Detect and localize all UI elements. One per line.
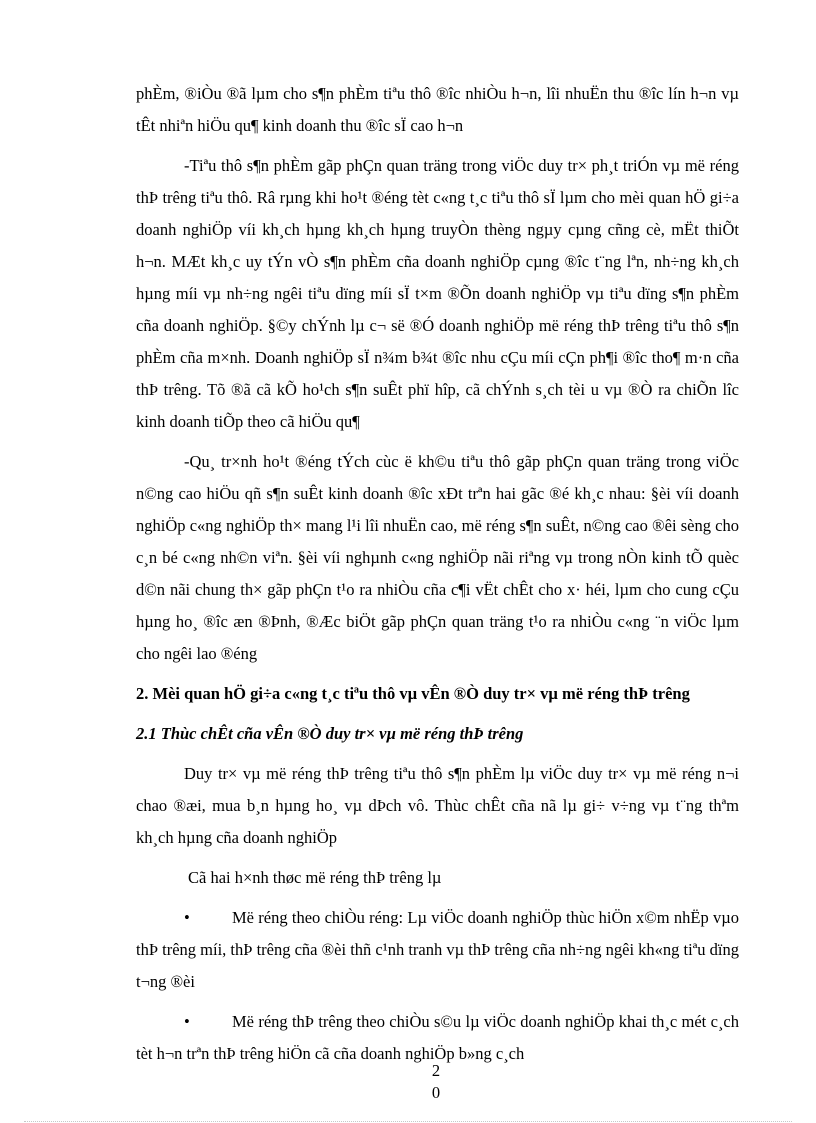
paragraph-3: -Qu¸ tr×nh ho¹t ®éng tÝch cùc ë kh©u tiªu thô gãp phÇn quan träng trong viÖc n©ng cao hiÖu qñ s¶n suÊt kinh doanh ®îc xÐt trªn hai gãc ®é kh¸c nhau: §èi víi doanh nghiÖp c«ng nghiÖp th× mang l¹i lîi nhuËn cao, më réng s¶n suÊt, n©ng cao ®êi sèng cho c¸n bé c«ng nh©n viªn. §èi víi nghµnh c«ng nghiÖp nãi riªng vµ trong nÒn kinh tÕ quèc d©n nãi chung th× gãp phÇn t¹o ra nhiÒu cña c¶i vËt chÊt cho x· héi, lµm cho cung cÇu hµng ho¸ ®îc æn ®Þnh, ®Æc biÖt gãp phÇn quan träng t¹o ra nhiÒu c«ng ¨n viÖc lµm cho ngêi lao ®éng — [136, 452, 739, 663]
section-heading: 2. Mèi quan hÖ gi÷a c«ng t¸c tiªu thô vµ vÊn ®Ò duy tr× vµ më réng thÞ trêng — [136, 684, 690, 703]
page-content — [136, 78, 739, 1070]
bullet-item-1 — [136, 902, 739, 998]
bullet-2-text: Më réng thÞ trêng theo chiÒu s©u lµ viÖc doanh nghiÖp khai th¸c mét c¸ch tèt h¬n trªn thÞ trêng hiÖn cã cña doanh nghiÖp b»ng c¸ch — [136, 1012, 739, 1063]
page-number-digit-1: 2 — [431, 1061, 441, 1080]
page-number-digit-2: 0 — [431, 1083, 441, 1102]
bullet-1-line — [136, 902, 739, 998]
footer-divider — [24, 1121, 792, 1122]
paragraph-2: -Tiªu thô s¶n phÈm gãp phÇn quan träng trong viÖc duy tr× ph¸t triÓn vµ më réng thÞ trêng tiªu thô. Râ rµng khi ho¹t ®éng tèt c«ng t¸c tiªu thô sÏ lµm cho mèi quan hÖ gi÷a doanh nghiÖp víi kh¸ch hµng kh¸ch hµng truyÒn thèng ngµy cµng cñng cè, mËt thiÕt h¬n. MÆt kh¸c uy tÝn vÒ s¶n phÈm cña doanh nghiÖp cµng ®îc t¨ng lªn, nh÷ng kh¸ch hµng míi vµ nh÷ng ngêi tiªu dïng míi sÏ t×m ®Õn doanh nghiÖp vµ tiªu dïng s¶n phÈm cña doanh nghiÖp. §©y chÝnh lµ c¬ së ®Ó doanh nghiÖp më réng thÞ trêng tiªu thô s¶n phÈm cña m×nh. Doanh nghiÖp sÏ n¾m b¾t ®îc nhu cÇu míi cÇn ph¶i ®îc tho¶ m·n cña thÞ trêng. Tõ ®ã cã kÕ ho¹ch s¶n suÊt phï hîp, cã chÝnh s¸ch tèi u vµ ®Ò ra chiÕn lîc kinh doanh tiÕp theo cã hiÖu qu¶ — [136, 156, 739, 431]
bullet-icon: • — [184, 1012, 190, 1031]
page-number — [424, 1060, 448, 1104]
subsection-heading: 2.1 Thùc chÊt cña vÊn ®Ò duy tr× vµ më réng thÞ trêng — [136, 724, 524, 743]
paragraph-5: Cã hai h×nh thøc më réng thÞ trêng lµ — [188, 868, 442, 887]
paragraph-1: phÈm, ®iÒu ®ã lµm cho s¶n phÈm tiªu thô ®îc nhiÒu h¬n, lîi nhuËn thu ®îc lín h¬n vµ tÊt nhiªn hiÖu qu¶ kinh doanh thu ®îc sÏ cao h¬n — [136, 84, 739, 135]
bullet-1-text: Më réng theo chiÒu réng: Lµ viÖc doanh nghiÖp thùc hiÖn x©m nhËp vµo thÞ trêng míi, thÞ trêng cña ®èi thñ c¹nh tranh vµ thÞ trêng cña nh÷ng ngêi kh«ng tiªu dïng t¬ng ®èi — [136, 908, 739, 991]
bullet-icon: • — [184, 908, 190, 927]
paragraph-4: Duy tr× vµ më réng thÞ trêng tiªu thô s¶n phÈm lµ viÖc duy tr× vµ më réng n¬i chao ®æi, mua b¸n hµng ho¸ vµ dÞch vô. Thùc chÊt cña nã lµ gi÷ v÷ng vµ t¨ng thªm kh¸ch hµng cña doanh nghiÖp — [136, 764, 739, 847]
